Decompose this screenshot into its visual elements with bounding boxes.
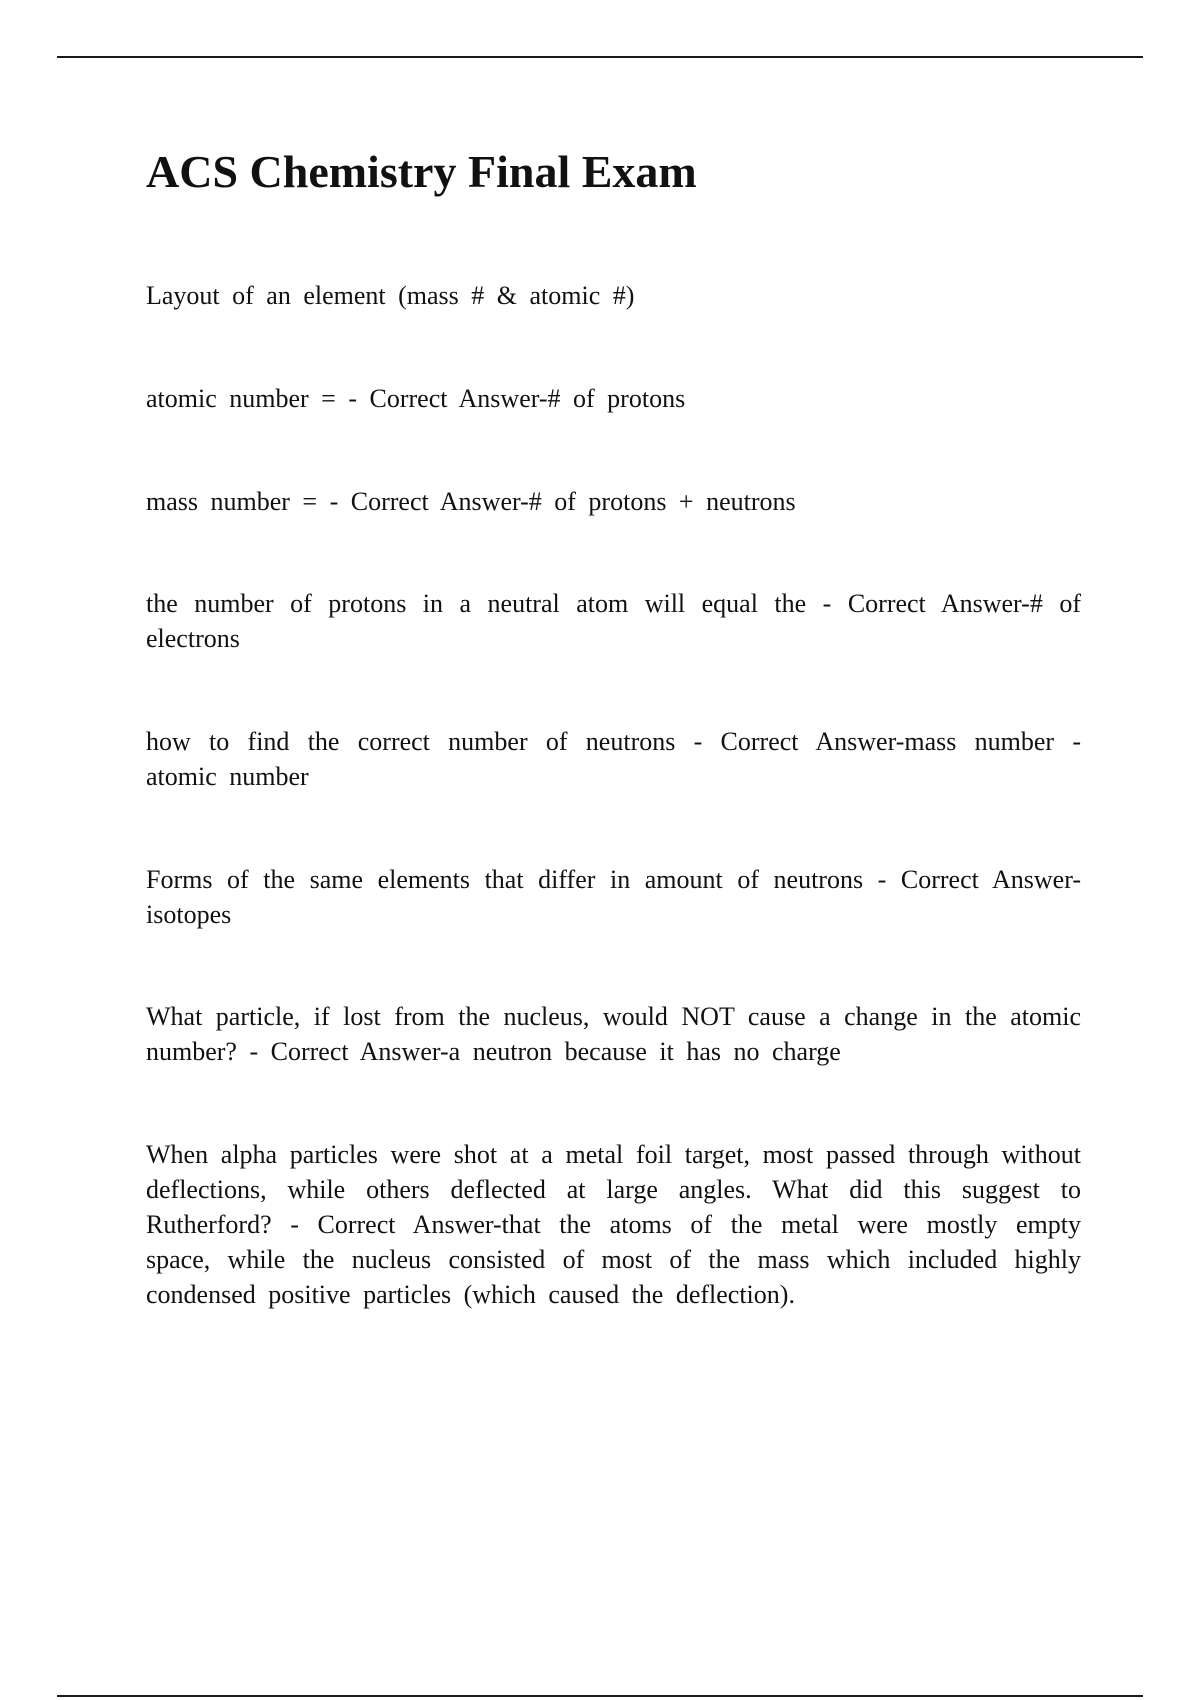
- qa-entry-8: When alpha particles were shot at a metal foil target, most passed through without deflections, while others deflected at large angles. What did this suggest to Rutherford? - Correct Answer-that the atoms of the metal were mostly empty space, while the nucleus consisted of most of the mass which included highly condensed positive particles (which caused the deflection).: [146, 1140, 1081, 1309]
- qa-entry-1: Layout of an element (mass # & atomic #): [146, 281, 635, 310]
- top-divider: [57, 56, 1143, 58]
- qa-entry-3: mass number = - Correct Answer-# of protons + neutrons: [146, 487, 796, 516]
- bottom-divider: [57, 1695, 1143, 1697]
- qa-entry-7: What particle, if lost from the nucleus, would NOT cause a change in the atomic number? - Correct Answer-a neutron because it has no charge: [146, 1002, 1081, 1066]
- qa-entry-4: the number of protons in a neutral atom will equal the - Correct Answer-# of electrons: [146, 589, 1081, 653]
- qa-entry-6: Forms of the same elements that differ in amount of neutrons - Correct Answer-isotopes: [146, 865, 1081, 929]
- qa-entry-5: how to find the correct number of neutrons - Correct Answer-mass number - atomic number: [146, 727, 1081, 791]
- qa-entry-2: atomic number = - Correct Answer-# of protons: [146, 384, 686, 413]
- page-title: ACS Chemistry Final Exam: [146, 146, 697, 197]
